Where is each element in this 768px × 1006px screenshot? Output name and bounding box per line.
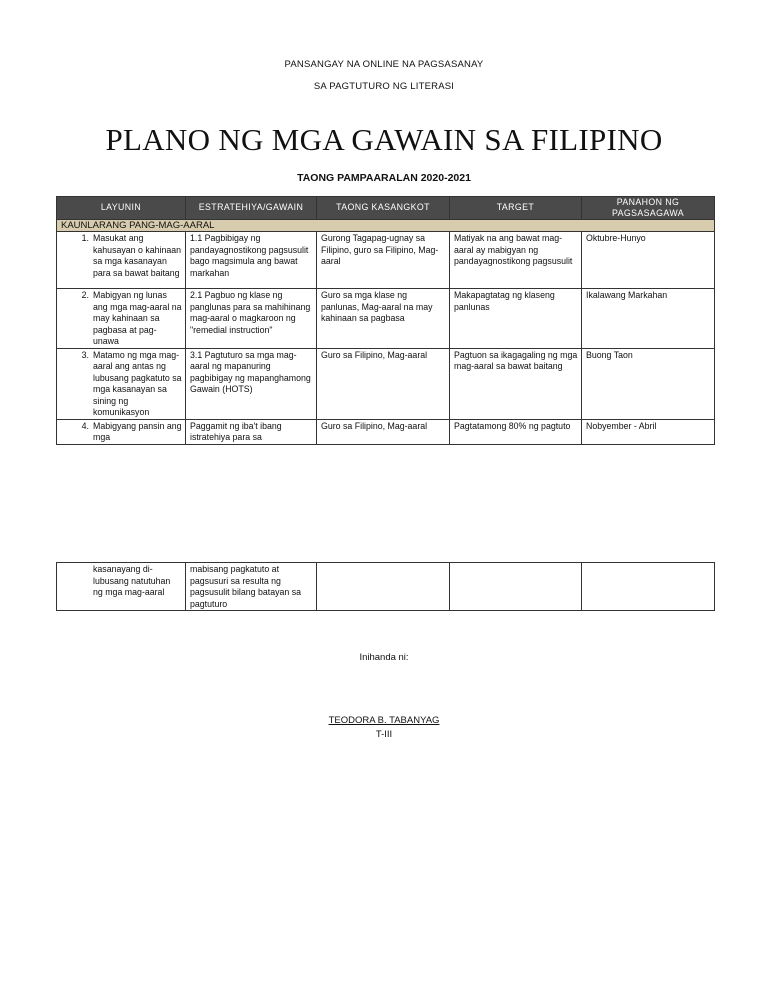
column-header-panahon: PANAHON NG PAGSASAGAWA (582, 197, 715, 220)
cell-layunin (57, 232, 186, 289)
activity-plan-table (56, 196, 715, 445)
section-label: KAUNLARANG PANG-MAG-AARAL (57, 220, 715, 232)
layunin-text: kasanayang di-lubusang natutuhan ng mga mag-aaral (93, 564, 171, 597)
cell-panahon: Oktubre-Hunyo (582, 232, 715, 289)
cell-panahon: Nobyember - Abril (582, 419, 715, 444)
cell-layunin (57, 419, 186, 444)
cell-layunin (57, 348, 186, 419)
cell-target: Pagtatamong 80% ng pagtuto (450, 419, 582, 444)
cell-target: Makapagtatag ng klaseng panlunas (450, 289, 582, 349)
cell-estratehiya: 3.1 Pagtuturo sa mga mag-aaral ng mapanuring pagbibigay ng mapanghamong Gawain (HOTS) (186, 348, 317, 419)
cell-estratehiya: mabisang pagkatuto at pagsusuri sa resulta ng pagsusulit bilang batayan sa pagtuturo (186, 563, 317, 611)
cell-taong-kasangkot: Guro sa Filipino, Mag-aaral (317, 419, 450, 444)
column-header-estratehiya: ESTRATEHIYA/GAWAIN (186, 197, 317, 220)
cell-panahon: Buong Taon (582, 348, 715, 419)
school-year-subtitle: TAONG PAMPAARALAN 2020-2021 (297, 172, 471, 184)
signatory-name: TEODORA B. TABANYAG (328, 715, 440, 726)
cell-estratehiya: 1.1 Pagbibigay ng pandayagnostikong pagsusulit bago magsimula ang bawat markahan (186, 232, 317, 289)
cell-taong-kasangkot (317, 563, 450, 611)
table-header-row (57, 197, 715, 220)
cell-layunin (57, 289, 186, 349)
prepared-by-label: Inihanda ni: (359, 652, 409, 663)
activity-plan-table-continuation (56, 562, 715, 611)
table-row (57, 232, 715, 289)
layunin-text: Matamo ng mga mag-aaral ang antas ng lubusang pagkatuto sa mga kasanayan sa sining ng komunikasyon (93, 349, 182, 417)
layunin-text: Mabigyan ng lunas ang mga mag-aaral na may kahinaan sa pagbasa at pag-unawa (93, 290, 182, 346)
cell-target: Pagtuon sa ikagagaling ng mga mag-aaral sa bawat baitang (450, 348, 582, 419)
cell-panahon: Ikalawang Markahan (582, 289, 715, 349)
layunin-text: Masukat ang kahusayan o kahinaan sa mga kasanayan para sa bawat baitang (93, 233, 182, 278)
row-number-spacer (61, 564, 93, 599)
cell-estratehiya: 2.1 Pagbuo ng klase ng panglunas para sa mahihinang mag-aaral o magkaroon ng "remedial instruction" (186, 289, 317, 349)
section-row (57, 220, 715, 232)
signatory-position: T-III (375, 729, 393, 740)
row-number: 4. (81, 420, 89, 431)
row-number: 1. (81, 233, 89, 243)
page-title: PLANO NG MGA GAWAIN SA FILIPINO (105, 122, 663, 157)
column-header-taong-kasangkot: TAONG KASANGKOT (317, 197, 450, 220)
cell-estratehiya: Paggamit ng iba't ibang istratehiya para sa (186, 419, 317, 444)
table-row (57, 289, 715, 349)
column-header-layunin: LAYUNIN (57, 197, 186, 220)
cell-taong-kasangkot: Guro sa Filipino, Mag-aaral (317, 348, 450, 419)
cell-layunin (57, 563, 186, 611)
row-number: 3. (81, 349, 89, 360)
cell-target: Matiyak na ang bawat mag-aaral ay mabigyan ng pandayagnostikong pagsusulit (450, 232, 582, 289)
row-number: 2. (81, 290, 89, 300)
layunin-text: Mabigyang pansin ang mga (93, 420, 182, 442)
table-row (57, 563, 715, 611)
cell-taong-kasangkot: Guro sa mga klase ng panlunas, Mag-aaral na may kahinaan sa pagbasa (317, 289, 450, 349)
column-header-target: TARGET (450, 197, 582, 220)
cell-panahon (582, 563, 715, 611)
cell-target (450, 563, 582, 611)
cell-taong-kasangkot: Gurong Tagapag-ugnay sa Filipino, guro sa Filipino, Mag-aaral (317, 232, 450, 289)
header-line-1: PANSANGAY NA ONLINE NA PAGSASANAY (284, 59, 484, 70)
table-row (57, 348, 715, 419)
table-row (57, 419, 715, 444)
header-line-2: SA PAGTUTURO NG LITERASI (313, 81, 455, 92)
